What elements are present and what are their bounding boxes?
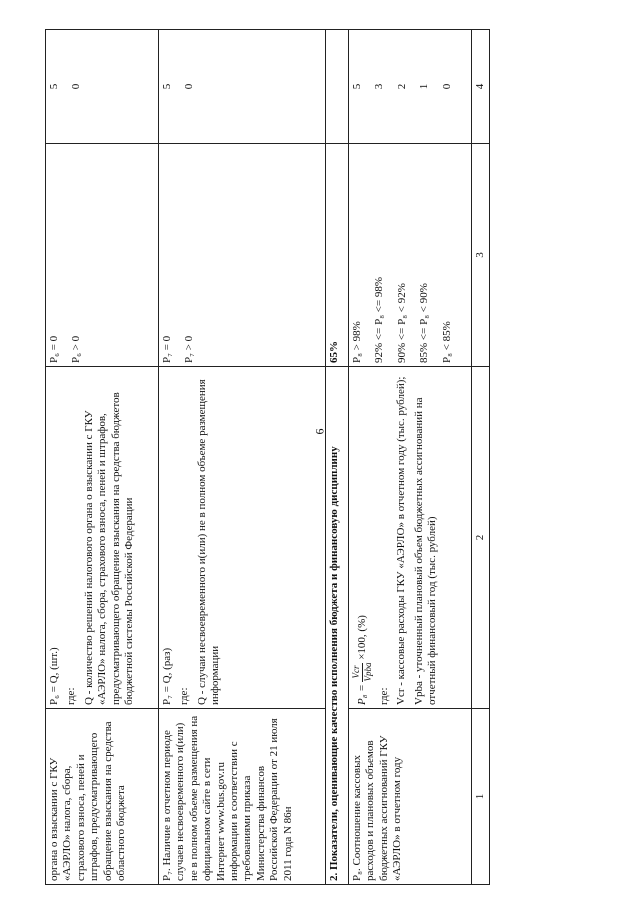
p7-condition: P₇ = 0 — [161, 335, 173, 363]
p8-frac-numerator: Vcr — [351, 663, 363, 682]
p6-condition: P₆ = 0 — [48, 335, 60, 363]
p7-q-description: Q - случаи несвоевременного и(или) не в полном объеме размещения информации — [195, 379, 222, 705]
p8-where: где: — [377, 687, 390, 705]
p8-condition: 92% <= P₈ <= 98% — [373, 276, 386, 363]
section-weight: 65% — [326, 144, 349, 367]
p8-frac-denominator: Vpba — [362, 662, 373, 682]
section-empty-cell — [326, 30, 349, 144]
p6-score: 5 — [48, 83, 60, 90]
p7-conditions-cell — [159, 144, 326, 367]
p8-formula — [351, 370, 374, 705]
table-row-p6 — [46, 30, 159, 885]
column-number: 4 — [472, 30, 490, 144]
p8-name-cell: P₈. Соотношение кассовых расходов и плановых объемов бюджетных ассигнований ГКУ «АЭРЛО» в отчетном году — [349, 709, 472, 885]
p8-score: 5 — [351, 83, 363, 90]
p7-score: 5 — [161, 83, 173, 90]
rotated-table-container — [45, 30, 509, 885]
p7-formula: P₇ = Q, (раз) — [161, 647, 173, 705]
p7-condition: P₇ > 0 — [183, 335, 196, 363]
p7-formula-cell — [159, 367, 326, 709]
p6-name-cell: органа о взыскании с ГКУ «АЭРЛО» налога, сбора, страхового взноса, пеней и штрафов, предусматривающего обращение взыскания на средства областного бюджета — [46, 709, 159, 885]
p8-score: 0 — [440, 83, 453, 90]
p8-score: 2 — [395, 83, 408, 90]
p6-score: 0 — [70, 83, 83, 90]
column-number: 2 — [472, 367, 490, 709]
p8-condition: P₈ < 85% — [440, 321, 453, 363]
p8-formula-rhs: ×100, (%) — [356, 615, 368, 660]
p6-conditions-cell — [46, 144, 159, 367]
page-number: 6 — [312, 428, 327, 435]
p6-where: где: — [65, 687, 78, 705]
p8-formula-lhs: P₈ = — [356, 684, 368, 705]
p6-formula: P₆ = Q, (шт.) — [48, 647, 60, 705]
p7-score: 0 — [183, 83, 196, 90]
p6-formula-cell — [46, 367, 159, 709]
column-number: 3 — [472, 144, 490, 367]
p6-scores-cell — [46, 30, 159, 144]
p8-formula-cell — [349, 367, 472, 709]
p7-where: где: — [178, 687, 191, 705]
p8-condition: 90% <= P₈ < 92% — [395, 283, 408, 363]
indicators-table — [45, 29, 490, 885]
p7-name-cell: P₇. Наличие в отчетном периоде случаев несвоевременного и(или) не в полном объеме размещения на официальном сайте в сети Интернет www.bus.gov.ru информации в соответствии с требованиями приказа Министерства финансов Российской Федерации от 21 июля 2011 года N 86н — [159, 709, 326, 885]
column-number: 1 — [472, 709, 490, 885]
p8-scores-cell — [349, 30, 472, 144]
p8-condition: P₈ > 98% — [351, 321, 363, 363]
column-numbers-row — [472, 30, 490, 885]
p6-q-description: Q - количество решений налогового органа о взыскании с ГКУ «АЭРЛО» налога, сбора, страхового взноса, пеней и штрафов, предусматривающего обращение взыскания на средства бюджетов бюджетной системы Российской Федерации — [82, 392, 136, 705]
p8-condition: 85% <= P₈ < 90% — [418, 283, 431, 363]
p8-score: 3 — [373, 83, 386, 90]
p8-score: 1 — [418, 83, 431, 90]
p8-conditions-cell — [349, 144, 472, 367]
table-row-p7 — [159, 30, 326, 885]
section-row — [326, 30, 349, 885]
p6-condition: P₆ > 0 — [70, 335, 83, 363]
p8-vpba-description: Vpba - уточненный плановый объем бюджетных ассигнований на отчетный финансовый год (тыс. рублей) — [412, 397, 439, 705]
p8-vcr-description: Vcr - кассовые расходы ГКУ «АЭРЛО» в отчетном году (тыс. рублей); — [395, 376, 408, 705]
p8-fraction — [351, 663, 374, 682]
section-title: 2. Показатели, оценивающие качество исполнения бюджета и финансовую дисциплину — [326, 367, 349, 885]
p7-scores-cell — [159, 30, 326, 144]
table-row-p8 — [349, 30, 472, 885]
